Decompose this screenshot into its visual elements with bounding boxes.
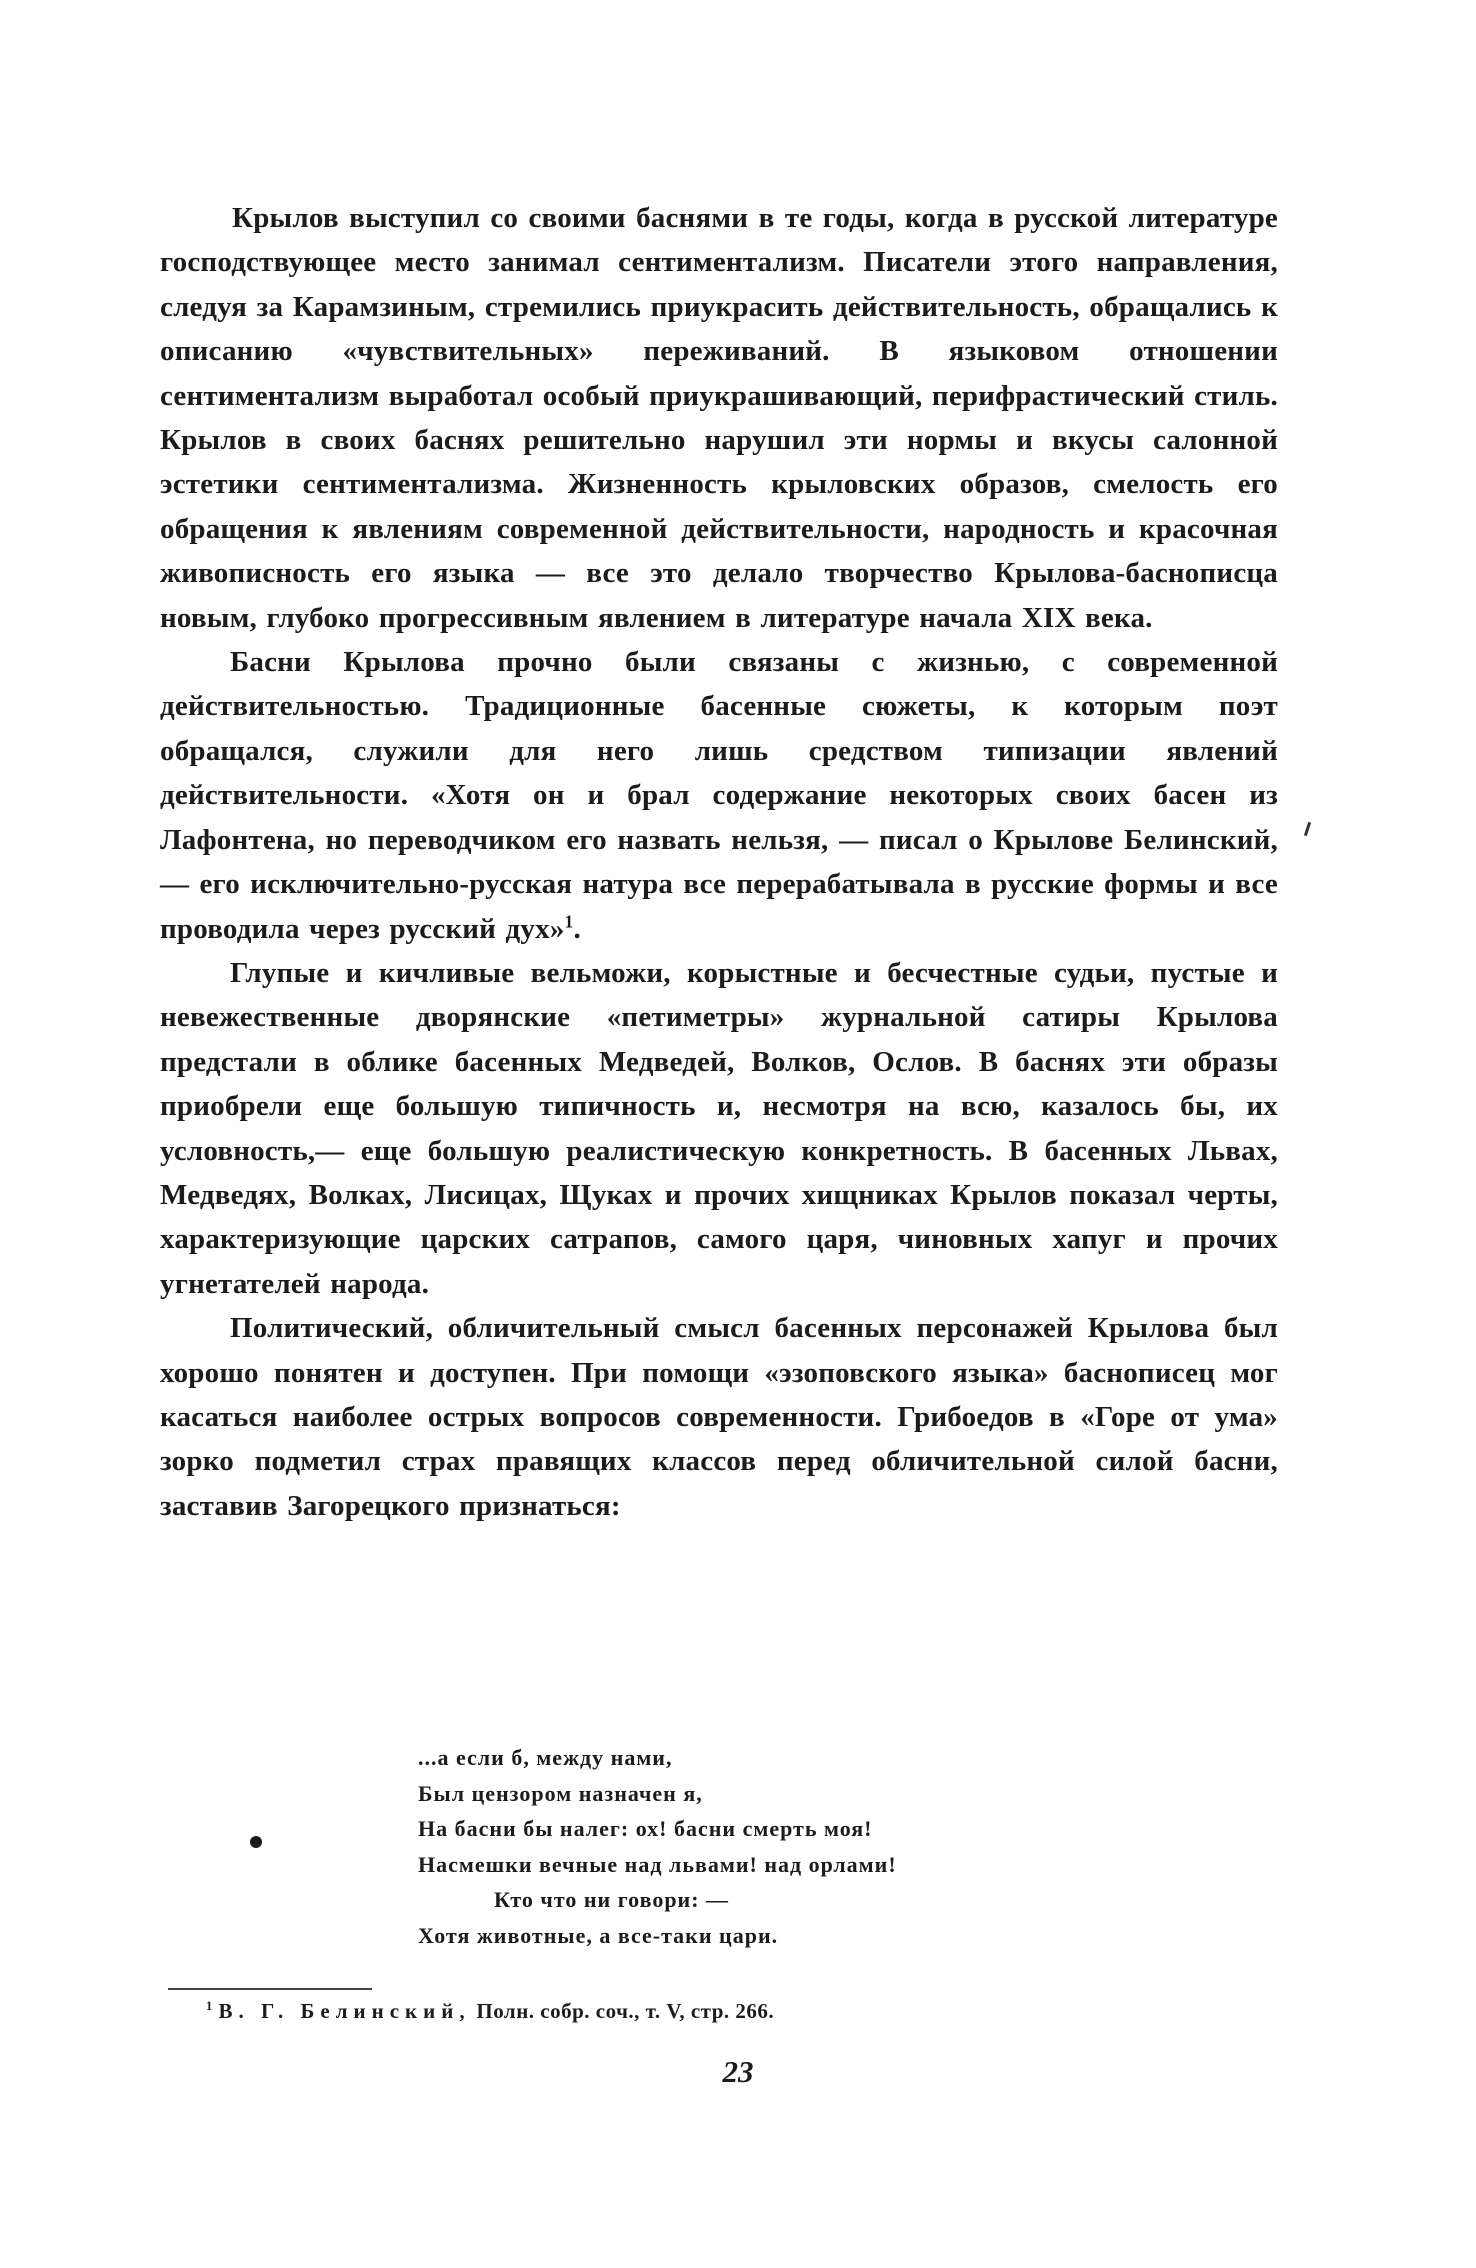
page-number: 23: [722, 2054, 754, 2089]
paragraph-text: Басни Крылова прочно были связаны с жизнью, с современной действительностью. Традиционные басенные сюжеты, к которым поэт обращался, служили для него лишь средством типизации явлений действительности. «Хотя он и брал содержание некоторых своих басен из Лафонтена, но переводчиком его назвать нельзя, — писал о Крылове Белинский, — его исключительно-русская натура все перерабатывала в русские формы и все проводила через русский дух»: [160, 646, 1278, 945]
main-text: [160, 196, 1278, 1528]
footnote-source: Полн. собр. соч., т. V, стр. 266.: [476, 1999, 775, 2023]
verse-line: Хотя животные, а все-таки цари.: [418, 1922, 779, 1948]
footnote: [206, 1996, 774, 2026]
footnote-marker: 1: [206, 1999, 213, 2013]
verse-line: Кто что ни говори: —: [494, 1887, 730, 1912]
paragraph: Политический, обличительный смысл басенных персонажей Крылова был хорошо понятен и доступен. При помощи «эзоповского языка» баснописец мог касаться наиболее острых вопросов современности. Грибоедов в «Горе от ума» зорко подметил страх правящих классов перед обличительной силой басни, заставив Загорецкого признаться:: [160, 1312, 1278, 1522]
paragraph: Басни Крылова прочно были связаны с жизнью, с современной действительностью. Традиционные басенные сюжеты, к которым поэт обращался, служили для него лишь средством типизации явлений действительности. «Хотя он и брал содержание некоторых своих басен из Лафонтена, но переводчиком его назвать нельзя, — писал о Крылове Белинский, — его исключительно-русская натура все перерабатывала в русские формы и все проводила через русский дух»$^1$.: [160, 646, 1278, 945]
verse-line: ...а если б, между нами,: [418, 1745, 673, 1770]
verse-quotation: [418, 1740, 1178, 1953]
footnote-author: В. Г. Белинский,: [218, 1999, 471, 2023]
footnote-reference: 1: [564, 910, 574, 931]
verse-line: Насмешки вечные над львами! над орлами!: [418, 1851, 897, 1877]
footnote-divider: [168, 1988, 372, 1990]
verse-line: На басни бы налег: ох! басни смерть моя!: [418, 1816, 873, 1841]
paragraph: Глупые и кичливые вельможи, корыстные и бесчестные судьи, пустые и невежественные дворянские «петиметры» журнальной сатиры Крылова предстали в облике басенных Медведей, Волков, Ослов. В баснях эти образы приобрели еще большую типичность и, несмотря на всю, казалось бы, их условность,— еще большую реалистическую конкретность. В басенных Львах, Медведях, Волках, Лисицах, Щуках и прочих хищниках Крылов показал черты, характеризующие царских сатрапов, самого царя, чиновных хапуг и прочих угнетателей народа.: [160, 956, 1278, 1300]
paragraph: Крылов выступил со своими баснями в те годы, когда в русской литературе господствующее место занимал сентиментализм. Писатели этого направления, следуя за Карамзиным, стремились приукрасить действительность, обращались к описанию «чувствительных» переживаний. В языковом отношении сентиментализм выработал особый приукрашивающий, перифрастический стиль. Крылов в своих баснях решительно нарушил эти нормы и вкусы салонной эстетики сентиментализма. Жизненность крыловских образов, смелость его обращения к явлениям современной действительности, народность и красочная живописность его языка — все это делало творчество Крылова-баснописца новым, глубоко прогрессивным явлением в литературе начала XIX века.: [160, 202, 1278, 634]
verse-line: Был цензором назначен я,: [418, 1780, 703, 1806]
print-stray-mark: [1304, 822, 1311, 836]
print-dot-mark: [250, 1836, 262, 1848]
